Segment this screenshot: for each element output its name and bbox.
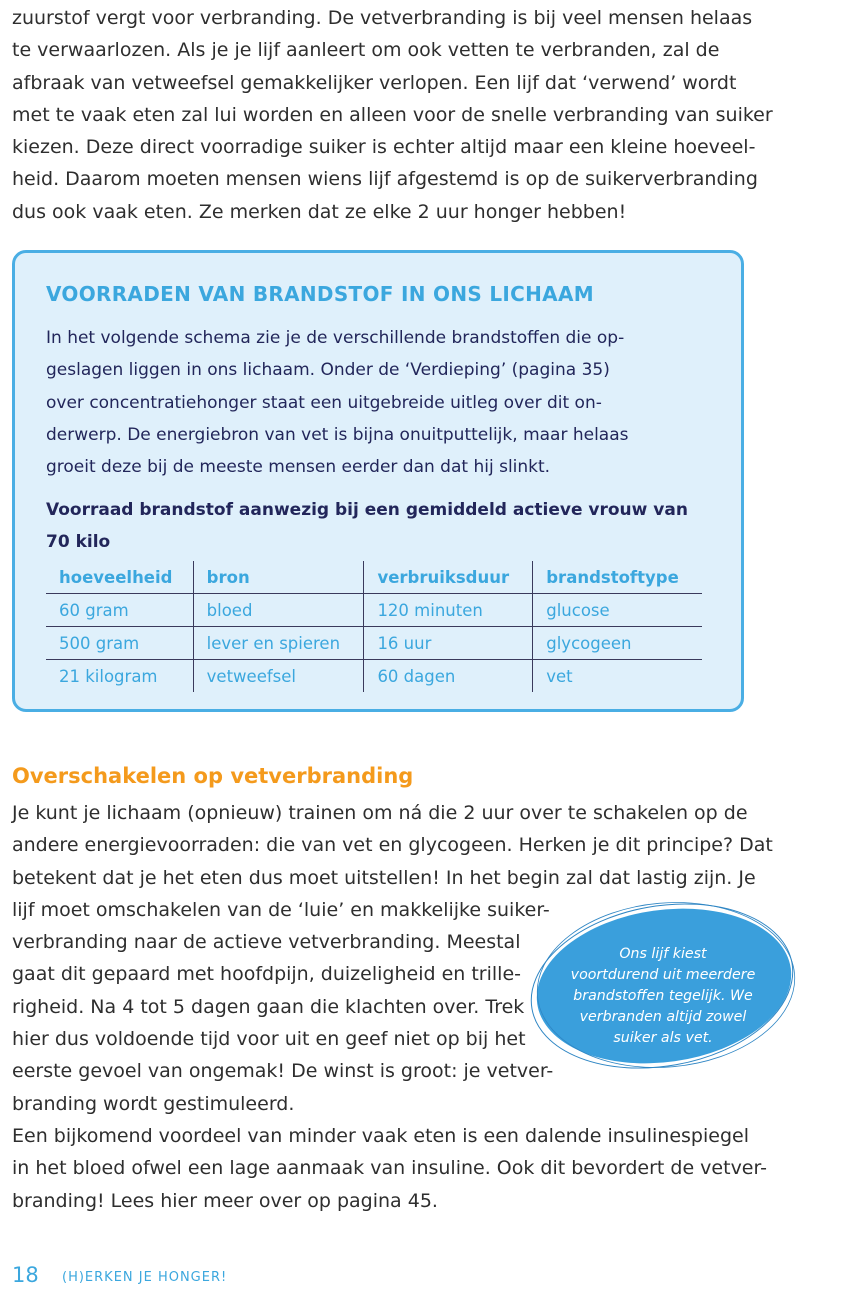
table-cell: bloed bbox=[193, 594, 364, 627]
table-row bbox=[46, 660, 702, 693]
callout-text bbox=[552, 944, 774, 1049]
column-header-amount: hoeveelheid bbox=[46, 561, 193, 594]
table-cell: vet bbox=[533, 660, 702, 693]
text-line: eerste gevoel van ongemak! De winst is groot: je vetver- bbox=[12, 1060, 554, 1083]
table-cell: 21 kilogram bbox=[59, 666, 158, 686]
text-line: brandstoffen tegelijk. We bbox=[573, 988, 753, 1004]
text-line: 70 kilo bbox=[46, 532, 111, 553]
column-header-duration: verbruiksduur bbox=[364, 561, 533, 594]
table-cell: 500 gram bbox=[46, 627, 193, 660]
page-number: 18 bbox=[12, 1263, 39, 1287]
column-header-fuel-type: brandstoftype bbox=[533, 561, 702, 594]
text-line: hier dus voldoende tijd voor uit en geef niet op bij het bbox=[12, 1028, 526, 1051]
table-cell: lever en spieren bbox=[193, 627, 364, 660]
text-line: suiker als vet. bbox=[613, 1030, 713, 1046]
text-line: kiezen. Deze direct voorradige suiker is echter altijd maar een kleine hoeveel- bbox=[12, 136, 756, 159]
text-line: geslagen liggen in ons lichaam. Onder de ‘Verdieping’ (pagina 35) bbox=[46, 360, 610, 381]
callout-bubble bbox=[528, 898, 798, 1074]
text-line: zuurstof vergt voor verbranding. De vetverbranding is bij veel mensen helaas bbox=[12, 7, 753, 29]
text-line: voortdurend uit meerdere bbox=[570, 967, 756, 983]
table-header-row bbox=[46, 561, 702, 594]
table-cell: 16 uur bbox=[364, 627, 533, 660]
table-row bbox=[46, 627, 702, 660]
text-line: branding! Lees hier meer over op pagina 45. bbox=[12, 1189, 438, 1212]
table-cell: glucose bbox=[533, 594, 702, 627]
running-footer-title: (H)ERKEN JE HONGER! bbox=[62, 1270, 228, 1285]
text-line: te verwaarlozen. Als je je lijf aanleert om ook vetten te verbranden, zal de bbox=[12, 39, 720, 62]
section-heading: Overschakelen op vetverbranding bbox=[12, 764, 414, 788]
text-line: Je kunt je lichaam (opnieuw) trainen om ná die 2 uur over te schakelen op de bbox=[12, 802, 748, 824]
text-line: Voorraad brandstof aanwezig bij een gemiddeld actieve vrouw van bbox=[46, 500, 688, 520]
text-line: dus ook vaak eten. Ze merken dat ze elke 2 uur honger hebben! bbox=[12, 200, 627, 223]
text-line: verbranding naar de actieve vetverbranding. Meestal bbox=[12, 931, 521, 954]
table-cell: glycogeen bbox=[533, 627, 702, 660]
text-line: gaat dit gepaard met hoofdpijn, duizeligheid en trille- bbox=[12, 963, 521, 986]
text-line: groeit deze bij de meeste mensen eerder dan dat hij slinkt. bbox=[46, 457, 551, 478]
text-line: Een bijkomend voordeel van minder vaak eten is een dalende insulinespiegel bbox=[12, 1124, 749, 1147]
text-line: Ons lijf kiest bbox=[619, 946, 707, 962]
intro-paragraph bbox=[12, 2, 773, 228]
text-line: In het volgende schema zie je de verschillende brandstoffen die op- bbox=[46, 328, 625, 348]
fuel-storage-table bbox=[46, 561, 702, 692]
text-line: afbraak van vetweefsel gemakkelijker verlopen. Een lijf dat ‘verwend’ wordt bbox=[12, 71, 737, 94]
info-box-text bbox=[46, 322, 629, 483]
text-line: derwerp. De energiebron van vet is bijna onuitputtelijk, maar helaas bbox=[46, 424, 629, 445]
info-box-title: VOORRADEN VAN BRANDSTOF IN ONS LICHAAM bbox=[46, 282, 594, 306]
text-line: met te vaak eten zal lui worden en alleen voor de snelle verbranding van suiker bbox=[12, 103, 773, 126]
table-cell: 120 minuten bbox=[364, 594, 533, 627]
column-header-source: bron bbox=[193, 561, 364, 594]
table-cell: 60 dagen bbox=[364, 660, 533, 693]
text-line: over concentratiehonger staat een uitgebreide uitleg over dit on- bbox=[46, 392, 602, 413]
table-row bbox=[46, 594, 702, 627]
text-line: verbranden altijd zowel bbox=[579, 1009, 747, 1025]
text-line: andere energievoorraden: die van vet en glycogeen. Herken je dit principe? Dat bbox=[12, 834, 773, 857]
text-line: branding wordt gestimuleerd. bbox=[12, 1092, 295, 1115]
text-line: lijf moet omschakelen van de ‘luie’ en makkelijke suiker- bbox=[12, 898, 550, 921]
table-caption bbox=[46, 494, 688, 559]
table-cell: 60 gram bbox=[46, 594, 193, 627]
text-line: betekent dat je het eten dus moet uitstellen! In het begin zal dat lastig zijn. Je bbox=[12, 866, 756, 889]
text-line: in het bloed ofwel een lage aanmaak van insuline. Ook dit bevordert de vetver- bbox=[12, 1157, 767, 1180]
table-cell: vetweefsel bbox=[193, 660, 364, 693]
text-line: heid. Daarom moeten mensen wiens lijf afgestemd is op de suikerverbranding bbox=[12, 168, 758, 191]
text-line: righeid. Na 4 tot 5 dagen gaan die klachten over. Trek bbox=[12, 995, 525, 1018]
